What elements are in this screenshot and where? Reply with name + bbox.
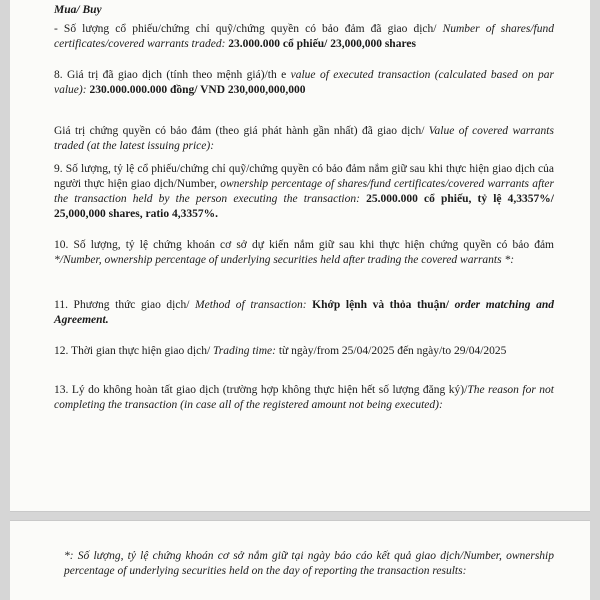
document-page-bottom	[10, 520, 590, 600]
footnote: *: Số lượng, tỷ lệ chứng khoán cơ sở nắm giữ tại ngày báo cáo kết quả giao dịch/Number, ownership percentage of underlying securities held on the day of reporting the transaction results:	[64, 550, 554, 577]
item-8-executed-value: 8. Giá trị đã giao dịch (tính theo mệnh giá)/th e value of executed transaction (calculated based on par value): 230.000.000.000 đồng/ VND 230,000,000,000	[54, 69, 554, 96]
traded-volume-item: - Số lượng cổ phiếu/chứng chỉ quỹ/chứng quyền có bảo đảm đã giao dịch/ Number of shares/fund certificates/covered warrants traded: 23.000.000 cổ phiếu/ 23,000,000 shares	[54, 23, 554, 50]
covered-warrant-value: Giá trị chứng quyền có bảo đảm (theo giá phát hành gần nhất) đã giao dịch/ Value of covered warrants traded (at the latest issuing price):	[54, 125, 554, 152]
document-page-top	[10, 0, 590, 512]
item-10-underlying-holding: 10. Số lượng, tỷ lệ chứng khoán cơ sở dự kiến nắm giữ sau khi thực hiện chứng quyền có bảo đảm */Number, ownership percentage of underlying securities held after trading the covered warrants *:	[54, 239, 554, 266]
section-heading: Mua/ Buy	[54, 4, 102, 16]
item-13-reason: 13. Lý do không hoàn tất giao dịch (trường hợp không thực hiện hết số lượng đăng ký)/The reason for not completing the transaction (in case all of the registered amount not being executed):	[54, 384, 555, 411]
item-9-holding-after: 9. Số lượng, tỷ lệ cổ phiếu/chứng chỉ quỹ/chứng quyền có bảo đảm nắm giữ sau khi thực hiện giao dịch của người thực hiện giao dịch/Number, ownership percentage of shares/fund certificates/covered warrants after the transaction held by the person executing the transaction: 25.000.000 cổ phiếu, tỷ lệ 4,3357%/ 25,000,000 shares, ratio 4,3357%.	[54, 163, 554, 220]
item-12-trading-time: 12. Thời gian thực hiện giao dịch/ Trading time: từ ngày/from 25/04/2025 đến ngày/to 29/04/2025	[54, 345, 507, 357]
item-11-method: 11. Phương thức giao dịch/ Method of transaction: Khớp lệnh và thỏa thuận/ order matching and Agreement.	[54, 299, 554, 326]
